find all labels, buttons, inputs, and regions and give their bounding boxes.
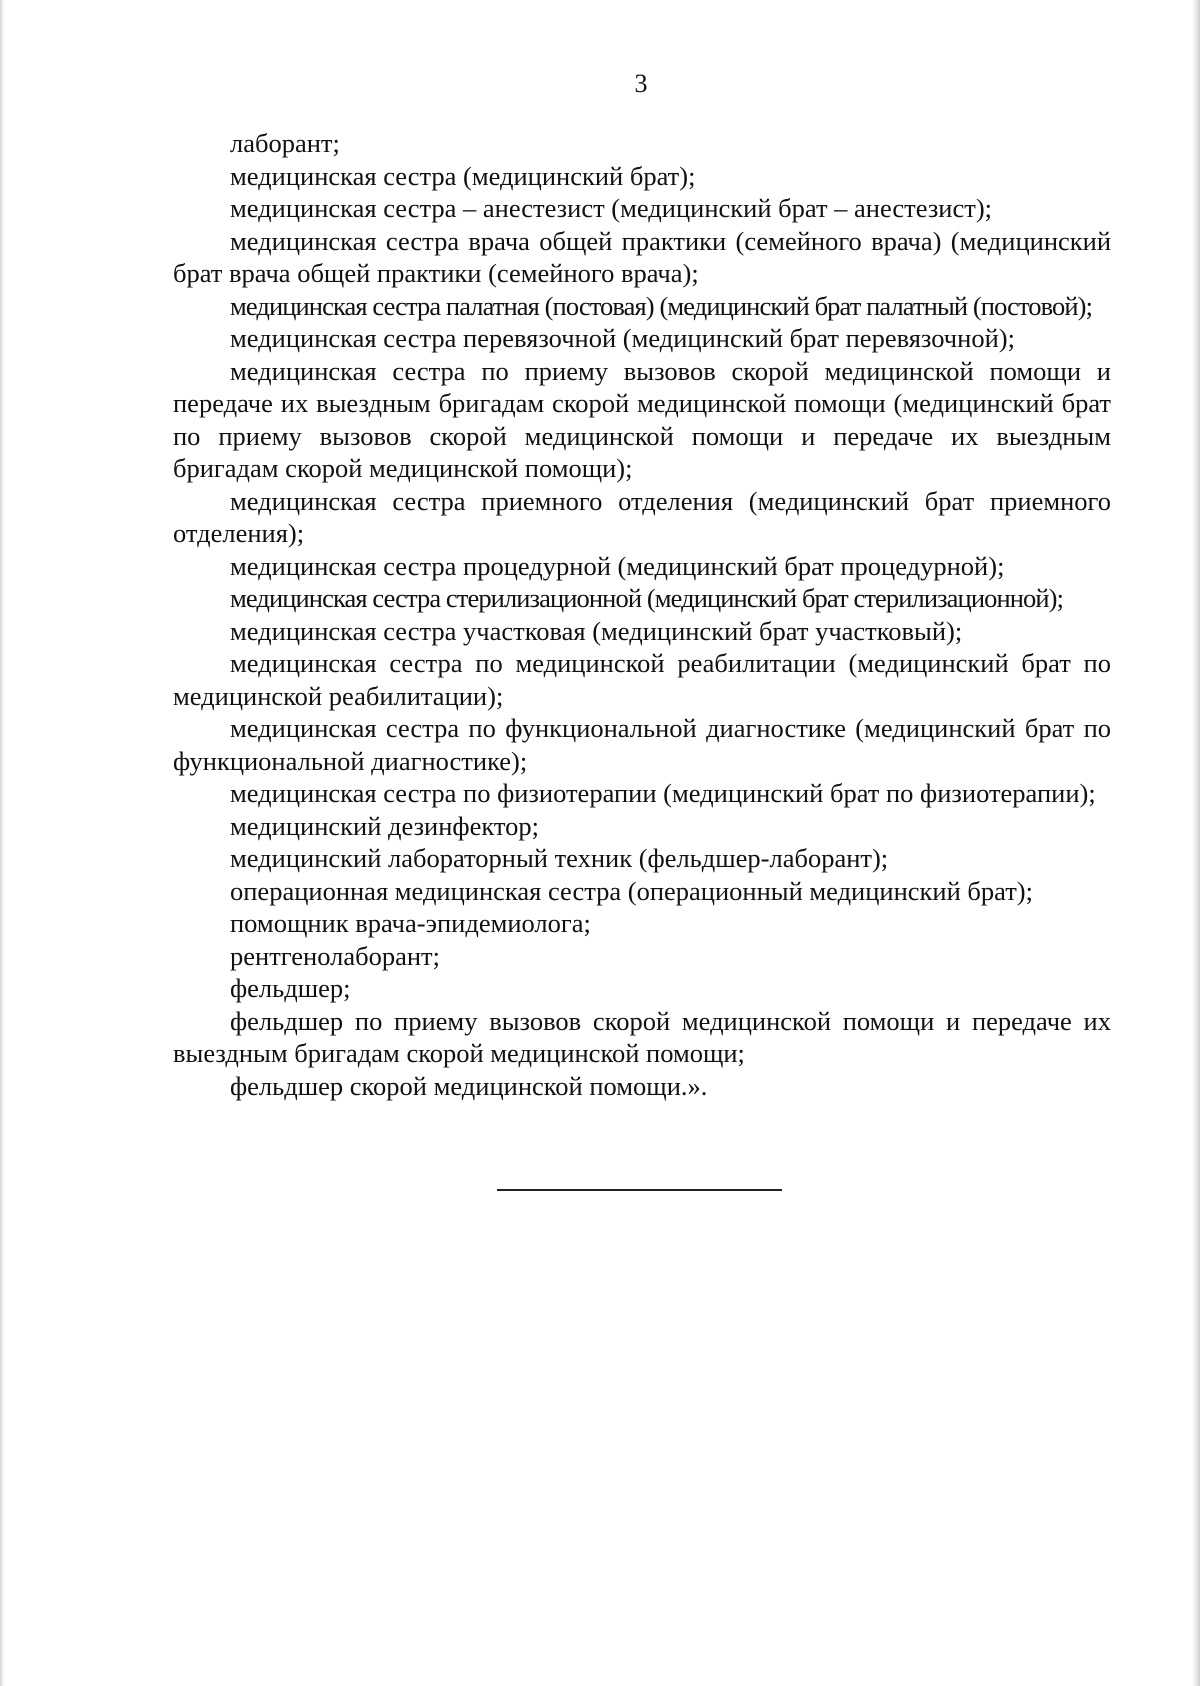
list-item: медицинская сестра перевязочной (медицинский брат перевязочной); [230,323,1015,353]
list-item: медицинская сестра стерилизационной (медицинский брат стерилизационной); [230,583,1064,613]
list-item: медицинская сестра приемного отделения (медицинский брат приемного отделения); [173,485,1111,548]
list-item: фельдшер скорой медицинской помощи.». [230,1070,708,1101]
list-item: медицинская сестра по медицинской реабилитации (медицинский брат по медицинской реабилитации); [173,648,1111,711]
scan-edge-right [1192,0,1200,1686]
list-item: медицинская сестра участковая (медицинский брат участковый); [230,615,963,646]
end-of-document-rule [497,1189,782,1191]
list-item: медицинский лабораторный техник (фельдшер-лаборант); [230,843,889,873]
page-number: 3 [634,69,648,98]
list-item: медицинская сестра (медицинский брат); [230,160,696,191]
list-item: медицинская сестра врача общей практики (семейного врача) (медицинский брат врача общей практики (семейного врача); [173,225,1111,288]
list-item: медицинский дезинфектор; [230,810,539,841]
list-item: медицинская сестра по функциональной диагностике (медицинский брат по функциональной диагностике); [173,713,1111,776]
list-item: лаборант; [230,128,340,158]
list-item: медицинская сестра процедурной (медицинский брат процедурной); [230,550,1005,581]
list-item: медицинская сестра – анестезист (медицинский брат – анестезист); [230,193,993,223]
document-body [173,127,1111,1102]
list-item: медицинская сестра по физиотерапии (медицинский брат по физиотерапии); [230,778,1096,808]
list-item: фельдшер по приему вызовов скорой медицинской помощи и передаче их выездным бригадам скорой медицинской помощи; [173,1005,1111,1068]
list-item: фельдшер; [230,973,351,1003]
scan-edge-left [0,0,5,1686]
list-item: медицинская сестра палатная (постовая) (медицинский брат палатный (постовой); [230,290,1093,321]
list-item: операционная медицинская сестра (операционный медицинский брат); [230,875,1033,906]
list-item: рентгенолаборант; [230,940,440,971]
list-item: помощник врача-эпидемиолога; [230,908,591,938]
list-item: медицинская сестра по приему вызовов скорой медицинской помощи и передаче их выездным бригадам скорой медицинской помощи (медицинский брат по приему вызовов скорой медицинской помощи и передаче их выездным бригадам скорой медицинской помощи); [173,355,1111,483]
